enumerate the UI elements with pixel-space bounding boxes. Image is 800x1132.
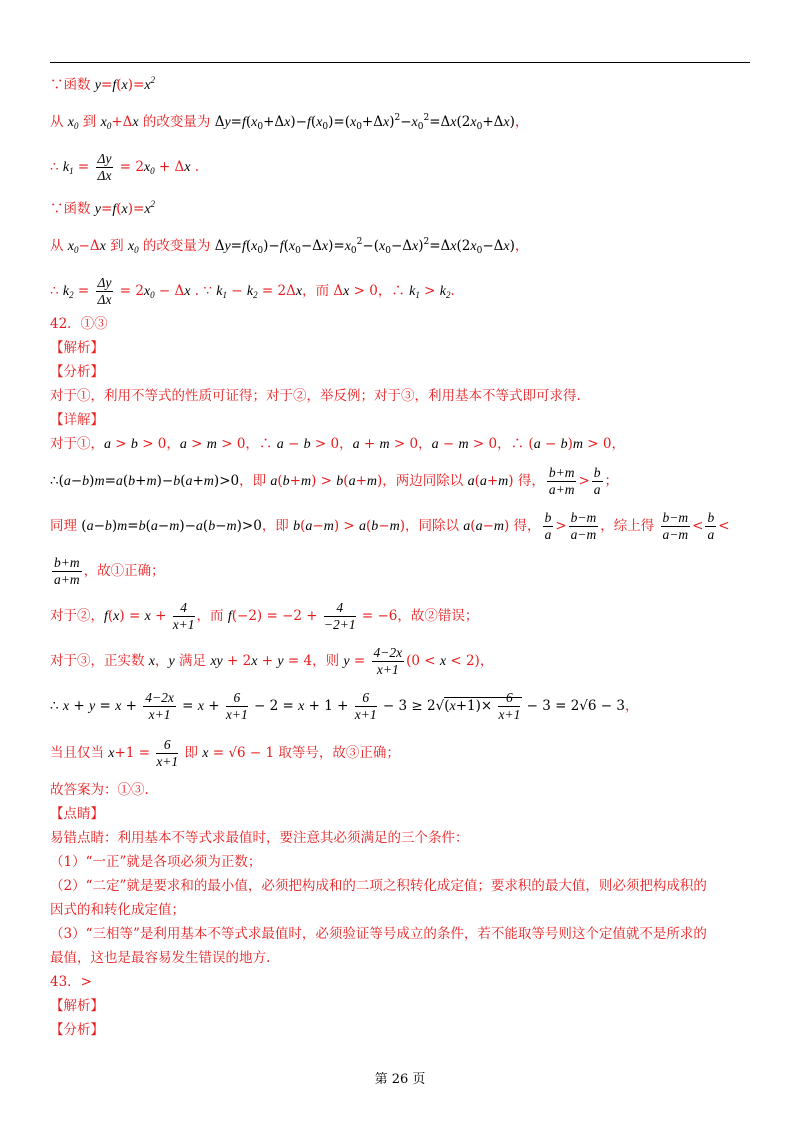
document-body — [50, 64, 750, 1040]
text-line: ∴ $k_2$ = $\frac{\Delta y}{\Delta x}$ = $2x_0 - \Delta x$ . ∵ $k_1 - k_2 = 2\Delta x$，而 Δx > 0，∴ $k_1 > k_2$. — [50, 275, 455, 307]
text-line: 对于①，a > b > 0，a > m > 0，∴ a − b > 0，a + m > 0，a − m > 0，∴ (a − b)m > 0， — [50, 436, 625, 452]
section-heading: 【解析】 — [50, 998, 104, 1014]
section-heading: 【点睛】 — [50, 806, 104, 822]
text-line: ∴ x + y = x + $\frac{4-2x}{x+1}$ = x + $\frac{6}{x+1}$ − 2 = x + 1 + $\frac{6}{x+1}$ − 3 ≥ 2√(x+1)× $\frac{6}{x+1}$ − 3 = 2√6 − 3， — [50, 690, 639, 722]
section-heading: 【分析】 — [50, 364, 104, 380]
text-line: 对于①，利用不等式的性质可证得；对于②，举反例；对于③，利用基本不等式即可求得. — [50, 388, 581, 404]
text-line: 对于②，f(x) = x + $\frac{4}{x+1}$ ，而 f(−2) = −2 + $\frac{4}{-2+1}$ = −6，故②错误； — [50, 600, 479, 632]
text-line: ∴ $k_1$ = $\frac{\Delta y}{\Delta x}$ = $2x_0 + \Delta x$ . — [50, 151, 200, 183]
page-number: 第 26 页 — [374, 1072, 426, 1087]
text-line: ∴(a−b)m=a(b+m)−b(a+m)>0，即 a(b+m) > b(a+m)，两边同除以 a(a+m) 得， $\frac{b+m}{a+m}$ > $\frac{b}{a}$ ； — [50, 465, 619, 497]
section-heading: 【解析】 — [50, 340, 104, 356]
text-line: （2）“二定”就是要求和的最小值，必须把构成和的二项之积转化成定值；要求积的最大值，则必须把构成积的 — [50, 878, 707, 894]
text-line: 因式的和转化成定值； — [50, 902, 185, 918]
text-line: 从 $x_0$ 到 $x_0+\Delta x$ 的改变量为 $\Delta y=f(x_0+\Delta x)-f(x_0)=(x_0+\Delta x)^2-x_0^2=\Delta x(2x_0+\Delta x)$， — [50, 113, 529, 132]
text-line: （3）“三相等”是利用基本不等式求最值时，必须验证等号成立的条件，若不能取等号则这个定值就不是所求的 — [50, 926, 707, 942]
text-line: ∵函数 $y=f(x)=x^2$ — [50, 199, 156, 217]
text-line: 最值，这也是最容易发生错误的地方. — [50, 950, 271, 966]
text-line: 对于③，正实数 x，y 满足 xy + 2x + y = 4，则 y = $\frac{4-2x}{x+1}$ (0 < x < 2)， — [50, 645, 494, 677]
top-rule — [50, 62, 750, 63]
section-heading: 【分析】 — [50, 1022, 104, 1038]
text-line: （1）“一正”就是各项必须为正数； — [50, 854, 262, 870]
text-line: $\frac{b+m}{a+m}$ ，故①正确； — [54, 555, 165, 587]
text-line: 同理 (a−b)m=b(a−m)−a(b−m)>0，即 b(a−m) > a(b−m)，同除以 a(a−m) 得， $\frac{b}{a}$ > $\frac{b-m}{a-m}$ ，综上得 $\frac{b-m}{a-m}$ < $\frac{b}{a}$ < — [50, 510, 730, 542]
answer-line: 故答案为：①③. — [50, 782, 149, 798]
text-line: 从 $x_0-\Delta x$ 到 $x_0$ 的改变量为 $\Delta y=f(x_0)-f(x_0-\Delta x)=x_0^2-(x_0-\Delta x)^2=\Delta x(2x_0-\Delta x)$， — [50, 237, 529, 256]
section-heading: 【详解】 — [50, 412, 104, 428]
question-number: 43．> — [50, 974, 92, 990]
text-line: 易错点睛：利用基本不等式求最值时，要注意其必须满足的三个条件： — [50, 830, 469, 846]
question-number: 42．①③ — [50, 316, 108, 332]
text-line: 当且仅当 x+1 = $\frac{6}{x+1}$ 即 x = √6 − 1 取等号，故③正确； — [50, 737, 400, 769]
text-line: ∵函数 $y=f(x)=x^2$ — [50, 75, 156, 93]
